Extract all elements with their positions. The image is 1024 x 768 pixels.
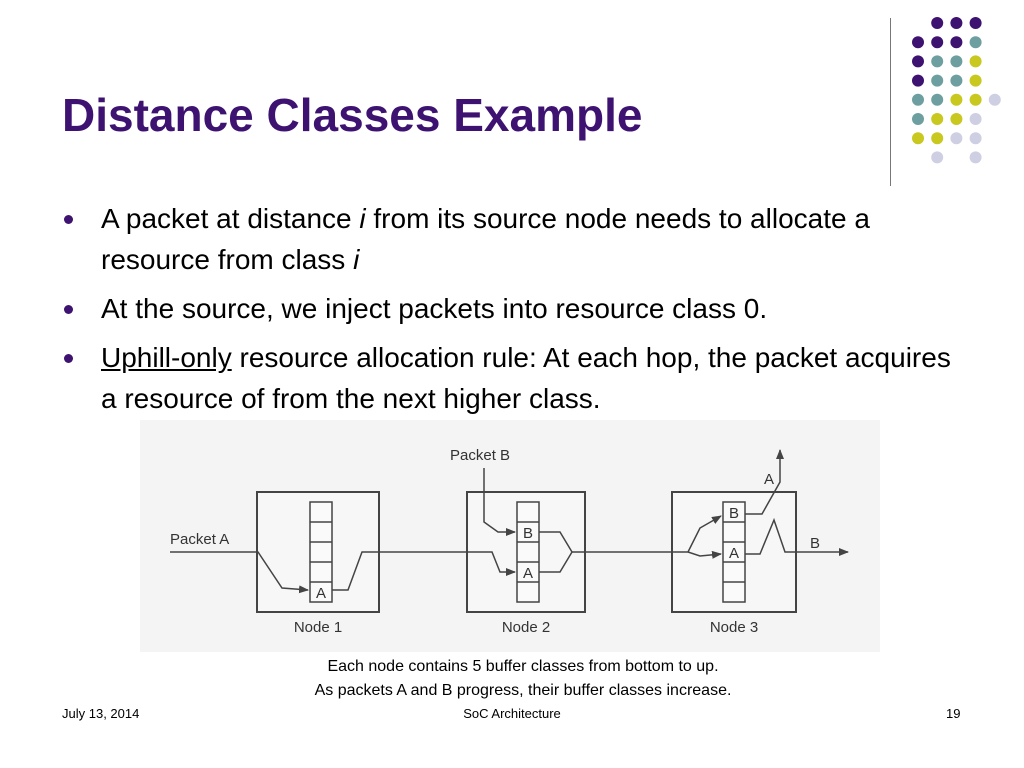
bullet-dot <box>64 215 73 224</box>
decorative-dot <box>950 94 962 106</box>
packet-a-label: Packet A <box>170 531 230 548</box>
bullet-item <box>64 288 964 329</box>
bullet-list <box>64 198 964 427</box>
node-2-buffer-b-label: B <box>522 525 534 542</box>
decorative-dot <box>931 75 943 87</box>
bullet-dot <box>64 354 73 363</box>
exit-b-label: B <box>810 535 821 552</box>
decorative-dot <box>970 75 982 87</box>
figure-caption <box>200 655 846 703</box>
decorative-dot <box>989 94 1001 106</box>
decorative-dot <box>950 113 962 125</box>
decorative-dot <box>970 113 982 125</box>
node-3-label: Node 3 <box>709 619 759 636</box>
bullet-underlined-term: Uphill-only <box>101 342 232 373</box>
bullet-text-part: A packet at distance <box>101 203 360 234</box>
decorative-dot <box>950 132 962 144</box>
decorative-dot <box>950 75 962 87</box>
decorative-dot <box>950 17 962 29</box>
node-2-buffer-stack <box>517 502 539 602</box>
decorative-dot <box>970 94 982 106</box>
decorative-dot <box>970 132 982 144</box>
decorative-dot <box>950 55 962 67</box>
decorative-dot <box>931 55 943 67</box>
bullet-dot <box>64 305 73 314</box>
slide-title: Distance Classes Example <box>62 89 643 141</box>
caption-line-1: Each node contains 5 buffer classes from bottom to up. <box>327 658 719 675</box>
bullet-italic: i <box>359 203 366 234</box>
decorative-dot <box>912 113 924 125</box>
decorative-dot <box>931 113 943 125</box>
node-2-label: Node 2 <box>501 619 551 636</box>
bullet-text-part: from its source node needs to allocate a resource from class <box>101 203 870 275</box>
decorative-dot <box>912 36 924 48</box>
decorative-dot <box>970 17 982 29</box>
decorative-dot <box>912 75 924 87</box>
decorative-dot <box>970 151 982 163</box>
decorative-dot <box>931 151 943 163</box>
bullet-item <box>64 198 964 280</box>
node-1-buffer-a-label: A <box>315 585 327 602</box>
decorative-dot <box>912 55 924 67</box>
node-3-buffer-a-label: A <box>728 545 740 562</box>
node-2-buffer-a-label: A <box>522 565 534 582</box>
decorative-dot <box>970 55 982 67</box>
footer-date: July 13, 2014 <box>62 706 140 721</box>
decorative-dot <box>931 132 943 144</box>
caption-line-2: As packets A and B progress, their buffer classes increase. <box>314 682 732 699</box>
exit-a-label: A <box>764 471 775 488</box>
bullet-text: At the source, we inject packets into resource class 0. <box>101 293 768 324</box>
node-1-label: Node 1 <box>293 619 343 636</box>
divider-line <box>890 18 891 186</box>
decorative-dot <box>931 17 943 29</box>
node-3-buffer-b-label: B <box>728 505 740 522</box>
decorative-dot <box>912 94 924 106</box>
footer-page-number: 19 <box>946 706 961 721</box>
decorative-dot <box>931 36 943 48</box>
footer-title: SoC Architecture <box>463 706 561 721</box>
buffer-class-diagram <box>140 420 880 652</box>
bullet-text: resource allocation rule: At each hop, the packet acquires a resource of from the next higher class. <box>101 342 951 414</box>
packet-b-label: Packet B <box>450 447 511 464</box>
decorative-dot <box>950 36 962 48</box>
bullet-item <box>64 337 964 419</box>
bullet-italic: i <box>353 244 360 275</box>
decorative-dot <box>912 132 924 144</box>
decorative-dot <box>970 36 982 48</box>
decorative-dot <box>931 94 943 106</box>
